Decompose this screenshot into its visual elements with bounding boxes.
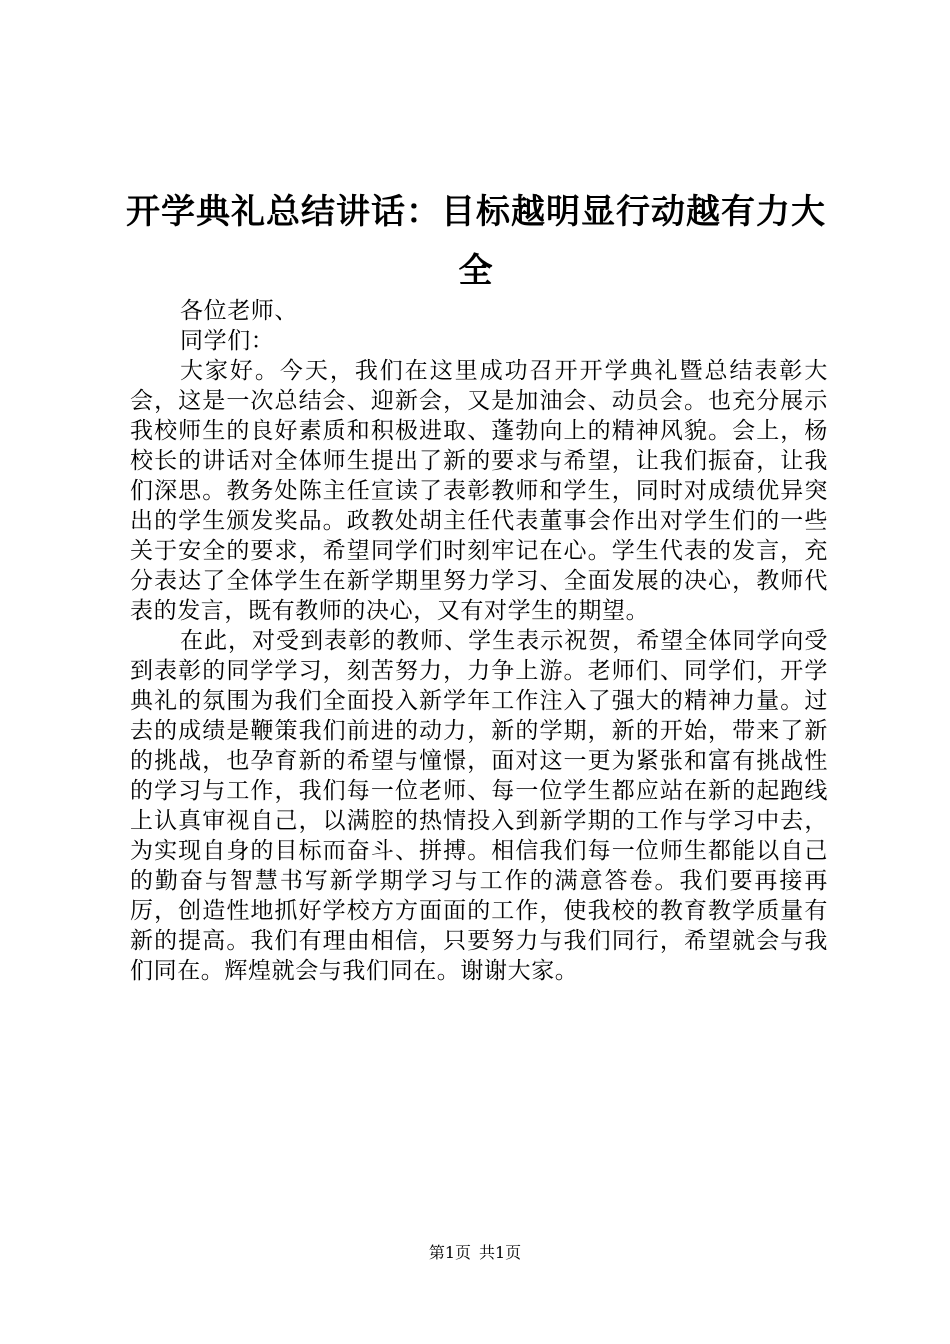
page-footer — [0, 1242, 950, 1264]
body-paragraph: 在此，对受到表彰的教师、学生表示祝贺，希望全体同学向受到表彰的同学学习，刻苦努力，力争上游。老师们、同学们，开学典礼的氛围为我们全面投入新学年工作注入了强大的精神力量。过去的成绩是鞭策我们前进的动力，新的学期，新的开始，带来了新的挑战，也孕育新的希望与憧憬，面对这一更为紧张和富有挑战性的学习与工作，我们每一位老师、每一位学生都应站在新的起跑线上认真审视自己，以满腔的热情投入到新学期的工作与学习中去，为实现自身的目标而奋斗、拼搏。相信我们每一位师生都能以自己的勤奋与智慧书写新学期学习与工作的满意答卷。我们要再接再厉，创造性地抓好学校方方面面的工作，使我校的教育教学质量有新的提高。我们有理由相信，只要努力与我们同行，希望就会与我们同在。辉煌就会与我们同在。谢谢大家。 — [130, 628, 828, 984]
salutation-line: 各位老师、 — [180, 298, 298, 324]
salutation-line: 同学们： — [180, 328, 275, 354]
document-body — [130, 296, 828, 986]
body-paragraph: 大家好。今天，我们在这里成功召开开学典礼暨总结表彰大会，这是一次总结会、迎新会，又是加油会、动员会。也充分展示我校师生的良好素质和积极进取、蓬勃向上的精神风貌。会上，杨校长的讲话对全体师生提出了新的要求与希望，让我们振奋，让我们深思。教务处陈主任宣读了表彰教师和学生，同时对成绩优异突出的学生颁发奖品。政教处胡主任代表董事会作出对学生们的一些关于安全的要求，希望同学们时刻牢记在心。学生代表的发言，充分表达了全体学生在新学期里努力学习、全面发展的决心，教师代表的发言，既有教师的决心，又有对学生的期望。 — [130, 358, 828, 624]
page-number: 第1页 — [428, 1243, 471, 1262]
document-title: 开学典礼总结讲话：目标越明显行动越有力大全 — [126, 192, 826, 291]
page-total: 共1页 — [479, 1243, 522, 1262]
